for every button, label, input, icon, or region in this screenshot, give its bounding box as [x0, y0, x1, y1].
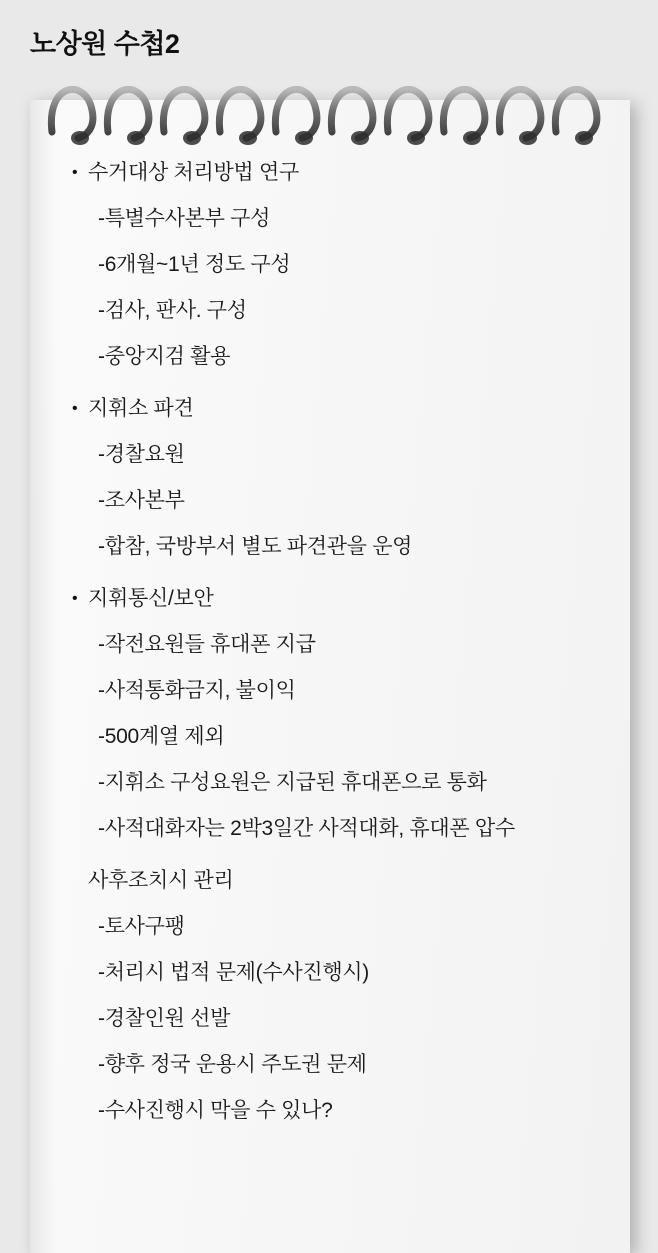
note-content [54, 160, 612, 1150]
note-sub-item: -사적대화자는 2박3일간 사적대화, 휴대폰 압수 [98, 817, 515, 840]
note-block [54, 868, 612, 1124]
bullet-dot-icon: • [72, 400, 78, 417]
note-sub-item: -6개월~1년 정도 구성 [98, 253, 291, 276]
note-sub-item: -수사진행시 막을 수 있나? [98, 1099, 333, 1122]
note-heading-text: 지휘통신/보안 [88, 587, 214, 610]
note-heading-text: 사후조치시 관리 [88, 869, 234, 892]
note-heading-text: 지휘소 파견 [88, 397, 194, 420]
note-block [54, 396, 612, 560]
note-heading [72, 160, 612, 186]
note-sub-item: -경찰인원 선발 [98, 1007, 231, 1030]
bullet-dot-icon: • [72, 164, 78, 181]
note-block [54, 586, 612, 842]
note-sub-item: -작전요원들 휴대폰 지급 [98, 633, 316, 656]
note-sub-item: -중앙지검 활용 [98, 345, 231, 368]
note-sub-item: -처리시 법적 문제(수사진행시) [98, 961, 369, 984]
note-block [54, 160, 612, 370]
note-sub-item: -특별수사본부 구성 [98, 207, 271, 230]
note-sub-item: -향후 정국 운용시 주도권 문제 [98, 1053, 367, 1076]
note-sub-item: -500계열 제외 [98, 725, 225, 748]
note-sub-item: -합참, 국방부서 별도 파견관을 운영 [98, 535, 413, 558]
note-sub-item: -검사, 판사. 구성 [98, 299, 247, 322]
note-heading [72, 396, 612, 422]
note-heading [72, 586, 612, 612]
note-sub-item: -지휘소 구성요원은 지급된 휴대폰으로 통화 [98, 771, 487, 794]
page-title: 노상원 수첩2 [30, 29, 180, 59]
note-sub-item: -토사구팽 [98, 915, 185, 938]
bullet-dot-icon: • [72, 590, 78, 607]
notepad-sheet [30, 100, 630, 1253]
note-sub-item: -경찰요원 [98, 443, 185, 466]
note-heading-text: 수거대상 처리방법 연구 [88, 161, 299, 184]
note-sub-item: -사적통화금지, 불이익 [98, 679, 296, 702]
note-sub-item: -조사본부 [98, 489, 185, 512]
